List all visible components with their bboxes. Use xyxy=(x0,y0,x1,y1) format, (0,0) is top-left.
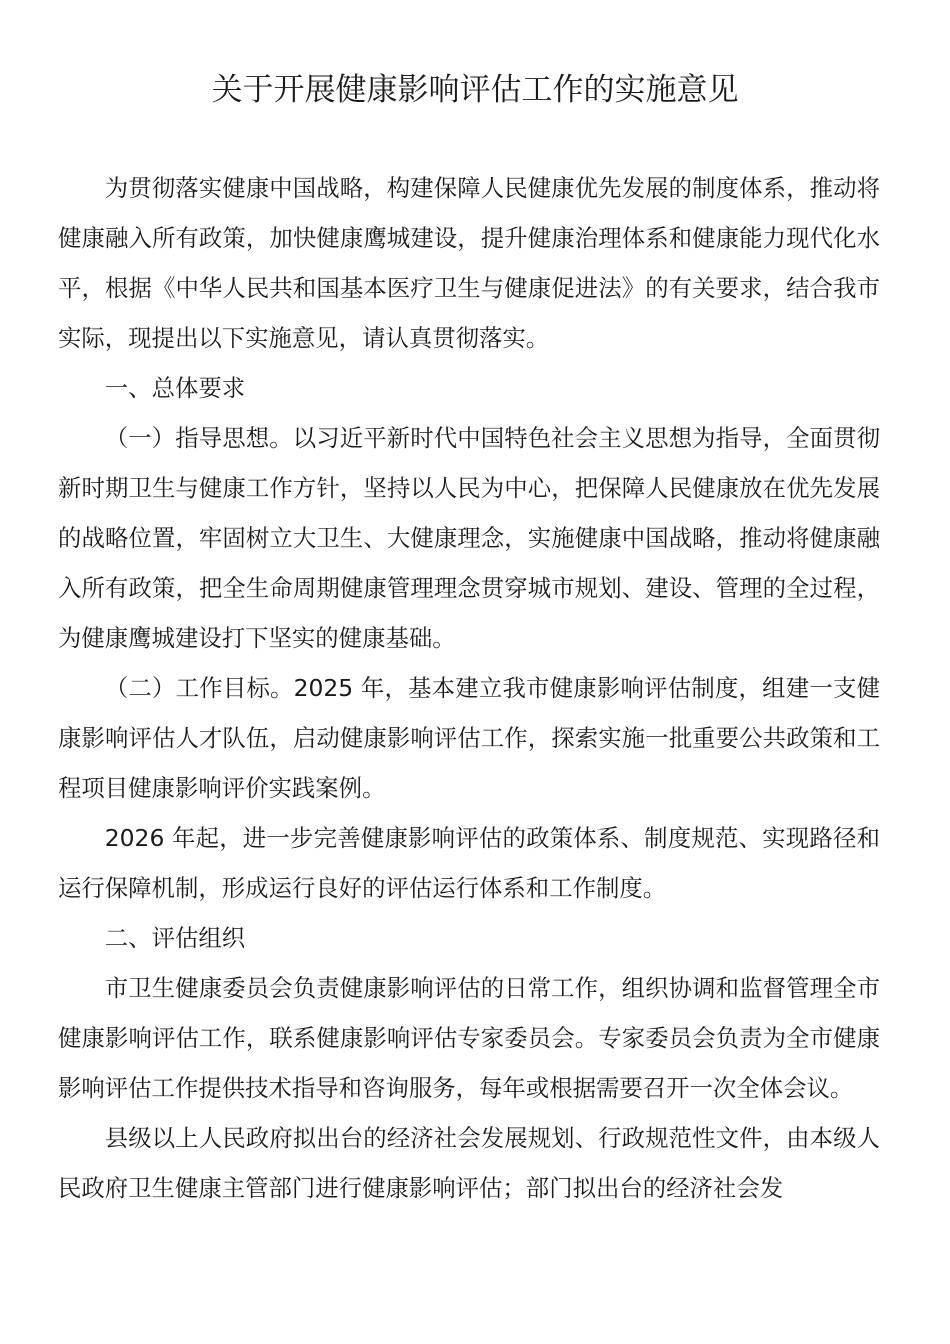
document-body xyxy=(58,163,880,1213)
paragraph-intro: 为贯彻落实健康中国战略，构建保障人民健康优先发展的制度体系，推动将健康融入所有政策，加快健康鹰城建设，提升健康治理体系和健康能力现代化水平，根据《中华人民共和国基本医疗卫生与健康促进法》的有关要求，结合我市实际，现提出以下实施意见，请认真贯彻落实。 xyxy=(58,174,880,352)
heading-general-requirements: 一、总体要求 xyxy=(104,374,246,402)
heading-assessment-organization: 二、评估组织 xyxy=(104,924,246,952)
paragraph-guiding-ideology: （一）指导思想。以习近平新时代中国特色社会主义思想为指导，全面贯彻新时期卫生与健康工作方针，坚持以人民为中心，把保障人民健康放在优先发展的战略位置，牢固树立大卫生、大健康理念，实施健康中国战略，推动将健康融入所有政策，把全生命周期健康管理理念贯穿城市规划、建设、管理的全过程，为健康鹰城建设打下坚实的健康基础。 xyxy=(58,424,880,652)
paragraph-health-commission: 市卫生健康委员会负责健康影响评估的日常工作，组织协调和监督管理全市健康影响评估工作，联系健康影响评估专家委员会。专家委员会负责为全市健康影响评估工作提供技术指导和咨询服务，每年或根据需要召开一次全体会议。 xyxy=(58,974,880,1102)
paragraph-2026-goals: 2026 年起，进一步完善健康影响评估的政策体系、制度规范、实现路径和运行保障机制，形成运行良好的评估运行体系和工作制度。 xyxy=(58,824,880,902)
document-title: 关于开展健康影响评估工作的实施意见 xyxy=(211,72,739,108)
paragraph-work-goals: （二）工作目标。2025 年，基本建立我市健康影响评估制度，组建一支健康影响评估人才队伍，启动健康影响评估工作，探索实施一批重要公共政策和工程项目健康影响评价实践案例。 xyxy=(58,674,880,802)
paragraph-county-government: 县级以上人民政府拟出台的经济社会发展规划、行政规范性文件，由本级人民政府卫生健康主管部门进行健康影响评估；部门拟出台的经济社会发 xyxy=(58,1124,880,1202)
